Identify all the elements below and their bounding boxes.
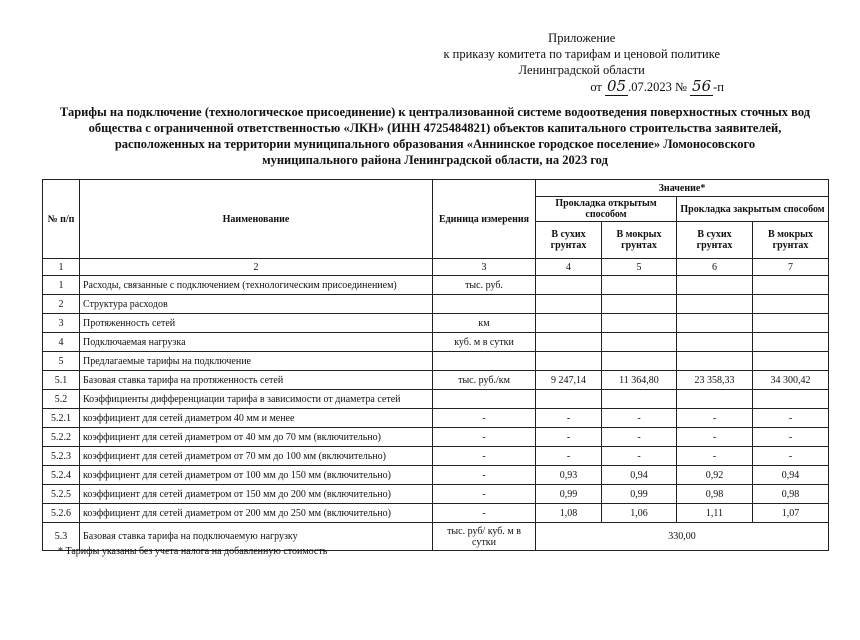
row-value: 1,08 bbox=[536, 504, 602, 523]
row-name: коэффициент для сетей диаметром от 100 мм до 150 мм (включительно) bbox=[80, 466, 433, 485]
row-name: коэффициент для сетей диаметром 40 мм и менее bbox=[80, 409, 433, 428]
row-value: 11 364,80 bbox=[602, 371, 677, 390]
table-row bbox=[43, 352, 829, 371]
row-value: 0,98 bbox=[677, 485, 753, 504]
row-number: 4 bbox=[43, 333, 80, 352]
table-row bbox=[43, 371, 829, 390]
table-row bbox=[43, 314, 829, 333]
column-number: 6 bbox=[677, 259, 753, 276]
row-name: коэффициент для сетей диаметром от 150 мм до 200 мм (включительно) bbox=[80, 485, 433, 504]
row-value: 1,11 bbox=[677, 504, 753, 523]
row-value: - bbox=[602, 447, 677, 466]
row-value bbox=[602, 295, 677, 314]
row-value bbox=[677, 333, 753, 352]
column-number: 1 bbox=[43, 259, 80, 276]
row-unit: - bbox=[433, 504, 536, 523]
row-number: 1 bbox=[43, 276, 80, 295]
row-value bbox=[677, 352, 753, 371]
column-number: 3 bbox=[433, 259, 536, 276]
table-row bbox=[43, 409, 829, 428]
row-unit: куб. м в сутки bbox=[433, 333, 536, 352]
row-name: коэффициент для сетей диаметром от 40 мм до 70 мм (включительно) bbox=[80, 428, 433, 447]
table-row bbox=[43, 295, 829, 314]
row-unit bbox=[433, 352, 536, 371]
row-name: Протяженность сетей bbox=[80, 314, 433, 333]
row-value: 0,94 bbox=[602, 466, 677, 485]
row-unit: - bbox=[433, 485, 536, 504]
row-value bbox=[677, 314, 753, 333]
order-month-year: .07.2023 № bbox=[628, 80, 687, 94]
row-value bbox=[753, 390, 829, 409]
row-value: - bbox=[677, 428, 753, 447]
row-value: 0,99 bbox=[602, 485, 677, 504]
row-unit: тыс. руб. bbox=[433, 276, 536, 295]
table-row bbox=[43, 276, 829, 295]
row-value bbox=[602, 352, 677, 371]
row-value bbox=[753, 314, 829, 333]
row-number: 2 bbox=[43, 295, 80, 314]
row-value: 0,93 bbox=[536, 466, 602, 485]
header-closed-method: Прокладка закрытым способом bbox=[677, 197, 829, 222]
row-value: 1,07 bbox=[753, 504, 829, 523]
row-unit: тыс. руб/ куб. м в сутки bbox=[433, 523, 536, 551]
row-unit: км bbox=[433, 314, 536, 333]
row-unit bbox=[433, 295, 536, 314]
document-header bbox=[443, 30, 724, 95]
row-number: 5.2.5 bbox=[43, 485, 80, 504]
table-row bbox=[43, 504, 829, 523]
row-name: Структура расходов bbox=[80, 295, 433, 314]
row-value bbox=[753, 295, 829, 314]
column-number: 7 bbox=[753, 259, 829, 276]
region-name: Ленинградской области bbox=[518, 63, 645, 77]
row-unit bbox=[433, 390, 536, 409]
header-open-method: Прокладка открытым способом bbox=[536, 197, 677, 222]
header-name: Наименование bbox=[80, 180, 433, 259]
row-value: 0,99 bbox=[536, 485, 602, 504]
row-value bbox=[753, 276, 829, 295]
row-unit: - bbox=[433, 428, 536, 447]
row-unit: тыс. руб./км bbox=[433, 371, 536, 390]
row-unit: - bbox=[433, 447, 536, 466]
row-value: - bbox=[536, 428, 602, 447]
row-value bbox=[753, 352, 829, 371]
table-row bbox=[43, 485, 829, 504]
row-value bbox=[602, 314, 677, 333]
row-number: 5.1 bbox=[43, 371, 80, 390]
row-number: 3 bbox=[43, 314, 80, 333]
row-value bbox=[536, 352, 602, 371]
row-name: Базовая ставка тарифа на протяженность сетей bbox=[80, 371, 433, 390]
row-value: 0,94 bbox=[753, 466, 829, 485]
appendix-label: Приложение bbox=[548, 31, 616, 45]
table-row bbox=[43, 390, 829, 409]
row-value: - bbox=[753, 409, 829, 428]
row-name: Расходы, связанные с подключением (технологическим присоединением) bbox=[80, 276, 433, 295]
row-value bbox=[602, 333, 677, 352]
row-name: Предлагаемые тарифы на подключение bbox=[80, 352, 433, 371]
row-value: - bbox=[753, 428, 829, 447]
row-value bbox=[536, 333, 602, 352]
row-value: - bbox=[602, 409, 677, 428]
order-day-handwritten: 05 bbox=[607, 77, 627, 95]
row-value bbox=[677, 390, 753, 409]
table-row bbox=[43, 428, 829, 447]
row-number: 5 bbox=[43, 352, 80, 371]
row-value: - bbox=[536, 447, 602, 466]
column-number-row bbox=[43, 259, 829, 276]
row-number: 5.2.1 bbox=[43, 409, 80, 428]
order-number-handwritten: 56 bbox=[692, 77, 712, 95]
header-wet-open: В мокрых грунтах bbox=[602, 222, 677, 259]
document-title: Тарифы на подключение (технологическое присоединение) к централизованной системе водоотведения поверхностных сточных вод общества с ограниченной ответственностью «ЛКН» (ИНН 4725484821) объектов капитального строительства заявителей, расположенных на территории муниципального образования «Аннинское городское поселение» Ломоносовского муниципального района Ленинградской области, на 2023 год bbox=[59, 105, 811, 167]
header-unit: Единица измерения bbox=[433, 180, 536, 259]
row-value: - bbox=[536, 409, 602, 428]
column-number: 2 bbox=[80, 259, 433, 276]
header-value: Значение* bbox=[536, 180, 829, 197]
row-unit: - bbox=[433, 409, 536, 428]
row-value bbox=[753, 333, 829, 352]
row-value bbox=[536, 314, 602, 333]
table-row bbox=[43, 333, 829, 352]
row-value bbox=[536, 276, 602, 295]
row-value: - bbox=[677, 447, 753, 466]
row-number: 5.3 bbox=[43, 523, 80, 551]
row-value bbox=[677, 295, 753, 314]
row-value: 23 358,33 bbox=[677, 371, 753, 390]
row-value: 9 247,14 bbox=[536, 371, 602, 390]
row-number: 5.2.2 bbox=[43, 428, 80, 447]
row-name: Подключаемая нагрузка bbox=[80, 333, 433, 352]
row-value: 330,00 bbox=[536, 523, 829, 551]
row-value bbox=[536, 295, 602, 314]
row-number: 5.2.4 bbox=[43, 466, 80, 485]
row-value: - bbox=[677, 409, 753, 428]
row-number: 5.2.3 bbox=[43, 447, 80, 466]
tariff-table bbox=[42, 179, 829, 551]
table-row bbox=[43, 447, 829, 466]
column-number: 5 bbox=[602, 259, 677, 276]
header-wet-closed: В мокрых грунтах bbox=[753, 222, 829, 259]
row-unit: - bbox=[433, 466, 536, 485]
header-num: № п/п bbox=[43, 180, 80, 259]
table-body bbox=[43, 276, 829, 551]
row-number: 5.2 bbox=[43, 390, 80, 409]
row-number: 5.2.6 bbox=[43, 504, 80, 523]
row-name: Базовая ставка тарифа на подключаемую нагрузку bbox=[80, 523, 433, 551]
row-name: коэффициент для сетей диаметром от 200 мм до 250 мм (включительно) bbox=[80, 504, 433, 523]
order-date-number: от 05 .07.2023 № 56 -п bbox=[590, 77, 724, 95]
row-value: - bbox=[753, 447, 829, 466]
row-value bbox=[602, 390, 677, 409]
row-value: 0,98 bbox=[753, 485, 829, 504]
row-name: Коэффициенты дифференциации тарифа в зависимости от диаметра сетей bbox=[80, 390, 433, 409]
order-reference: к приказу комитета по тарифам и ценовой политике bbox=[443, 47, 720, 61]
header-dry-closed: В сухих грунтах bbox=[677, 222, 753, 259]
header-dry-open: В сухих грунтах bbox=[536, 222, 602, 259]
row-value bbox=[602, 276, 677, 295]
footnote: * Тарифы указаны без учета налога на добавленную стоимость bbox=[58, 546, 328, 557]
row-value bbox=[536, 390, 602, 409]
row-name: коэффициент для сетей диаметром от 70 мм до 100 мм (включительно) bbox=[80, 447, 433, 466]
column-number: 4 bbox=[536, 259, 602, 276]
row-value: 1,06 bbox=[602, 504, 677, 523]
row-value: - bbox=[602, 428, 677, 447]
table-row bbox=[43, 466, 829, 485]
row-value bbox=[677, 276, 753, 295]
row-value: 0,92 bbox=[677, 466, 753, 485]
row-value: 34 300,42 bbox=[753, 371, 829, 390]
